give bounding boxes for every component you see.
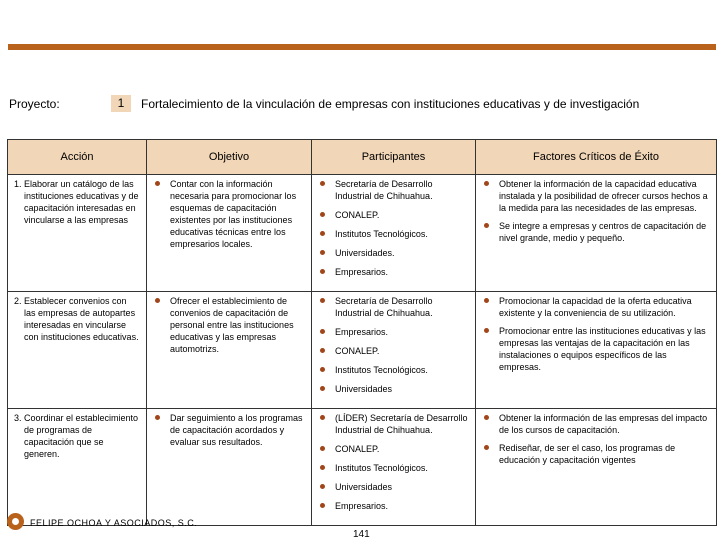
bullet-icon — [484, 445, 489, 450]
list-item: Se integre a empresas y centros de capacitación de nivel grande, medio y pequeño. — [482, 220, 710, 244]
objetivo-cell — [147, 175, 312, 292]
page-number: 141 — [353, 529, 370, 540]
bullet-icon — [155, 298, 160, 303]
list-item: Secretaría de Desarrollo Industrial de Chihuahua. — [318, 295, 469, 319]
list-item: (LÍDER) Secretaría de Desarrollo Industrial de Chihuahua. — [318, 412, 469, 436]
bullet-icon — [320, 212, 325, 217]
table-row — [8, 409, 717, 526]
bullet-icon — [320, 503, 325, 508]
accion-cell: 2. Establecer convenios con las empresas de autopartes interesadas en vincularse con instituciones educativas. — [8, 292, 147, 409]
list-item: Rediseñar, de ser el caso, los programas de educación y capacitación vigentes — [482, 442, 710, 466]
bullet-icon — [320, 329, 325, 334]
bullet-icon — [320, 465, 325, 470]
bullet-icon — [320, 250, 325, 255]
list-item: Universidades — [318, 383, 469, 395]
list-item: Promocionar entre las instituciones educativas y las empresas las ventajas de la capacitación en las instalaciones o equipos específicos de las empresas. — [482, 325, 710, 373]
bullet-icon — [155, 415, 160, 420]
bullet-icon — [320, 484, 325, 489]
footer-company: FELIPE OCHOA Y ASOCIADOS, S.C. — [30, 518, 198, 528]
bullet-icon — [320, 269, 325, 274]
list-item: CONALEP. — [318, 443, 469, 455]
bullet-icon — [320, 181, 325, 186]
list-item: Institutos Tecnológicos. — [318, 364, 469, 376]
bullet-icon — [484, 415, 489, 420]
objetivo-cell — [147, 292, 312, 409]
bullet-icon — [320, 386, 325, 391]
header-accion: Acción — [8, 140, 147, 175]
list-item: Obtener la información de la capacidad educativa instalada y la posibilidad de ofrecer cursos hechos a la medida para las necesidades de las empresas. — [482, 178, 710, 214]
bullet-icon — [320, 367, 325, 372]
list-item: CONALEP. — [318, 209, 469, 221]
bullet-icon — [320, 446, 325, 451]
list-item: Empresarios. — [318, 326, 469, 338]
bullet-icon — [320, 298, 325, 303]
participantes-cell — [312, 292, 476, 409]
bullet-icon — [484, 181, 489, 186]
list-item: Dar seguimiento a los programas de capacitación acordados y evaluar sus resultados. — [153, 412, 305, 448]
project-label: Proyecto: — [9, 97, 60, 111]
participantes-cell — [312, 409, 476, 526]
header-factores: Factores Críticos de Éxito — [476, 140, 717, 175]
list-item: Empresarios. — [318, 500, 469, 512]
bullet-icon — [484, 298, 489, 303]
company-logo-icon — [7, 513, 24, 530]
table-row — [8, 292, 717, 409]
accion-cell: 3. Coordinar el establecimiento de programas de capacitación que se generen. — [8, 409, 147, 526]
list-item: Institutos Tecnológicos. — [318, 462, 469, 474]
bullet-icon — [320, 231, 325, 236]
factores-cell — [476, 409, 717, 526]
participantes-cell — [312, 175, 476, 292]
bullet-icon — [320, 348, 325, 353]
objetivo-cell — [147, 409, 312, 526]
bullet-icon — [484, 223, 489, 228]
factores-cell — [476, 292, 717, 409]
table-row — [8, 175, 717, 292]
bullet-icon — [155, 181, 160, 186]
factores-cell — [476, 175, 717, 292]
bullet-icon — [484, 328, 489, 333]
accion-cell: 1. Elaborar un catálogo de las instituciones educativas y de capacitación interesadas en vincularse a las empresas — [8, 175, 147, 292]
header-participantes: Participantes — [312, 140, 476, 175]
list-item: Promocionar la capacidad de la oferta educativa existente y la conveniencia de su utilización. — [482, 295, 710, 319]
project-title: Fortalecimiento de la vinculación de empresas con instituciones educativas y de investigación — [141, 97, 640, 111]
top-accent-bar — [8, 44, 716, 50]
list-item: Universidades. — [318, 247, 469, 259]
table-header-row — [8, 140, 717, 175]
project-number: 1 — [111, 95, 131, 112]
list-item: Obtener la información de las empresas del impacto de los cursos de capacitación. — [482, 412, 710, 436]
header-objetivo: Objetivo — [147, 140, 312, 175]
list-item: Contar con la información necesaria para promocionar los esquemas de capacitación existentes por las instituciones educativas técnicas entre los empresarios locales. — [153, 178, 305, 250]
list-item: Secretaría de Desarrollo Industrial de Chihuahua. — [318, 178, 469, 202]
list-item: Universidades — [318, 481, 469, 493]
list-item: Empresarios. — [318, 266, 469, 278]
action-table — [7, 139, 717, 526]
list-item: Ofrecer el establecimiento de convenios de capacitación de personal entre las instituciones educativas y las empresas automotrizs. — [153, 295, 305, 355]
list-item: CONALEP. — [318, 345, 469, 357]
list-item: Institutos Tecnológicos. — [318, 228, 469, 240]
bullet-icon — [320, 415, 325, 420]
